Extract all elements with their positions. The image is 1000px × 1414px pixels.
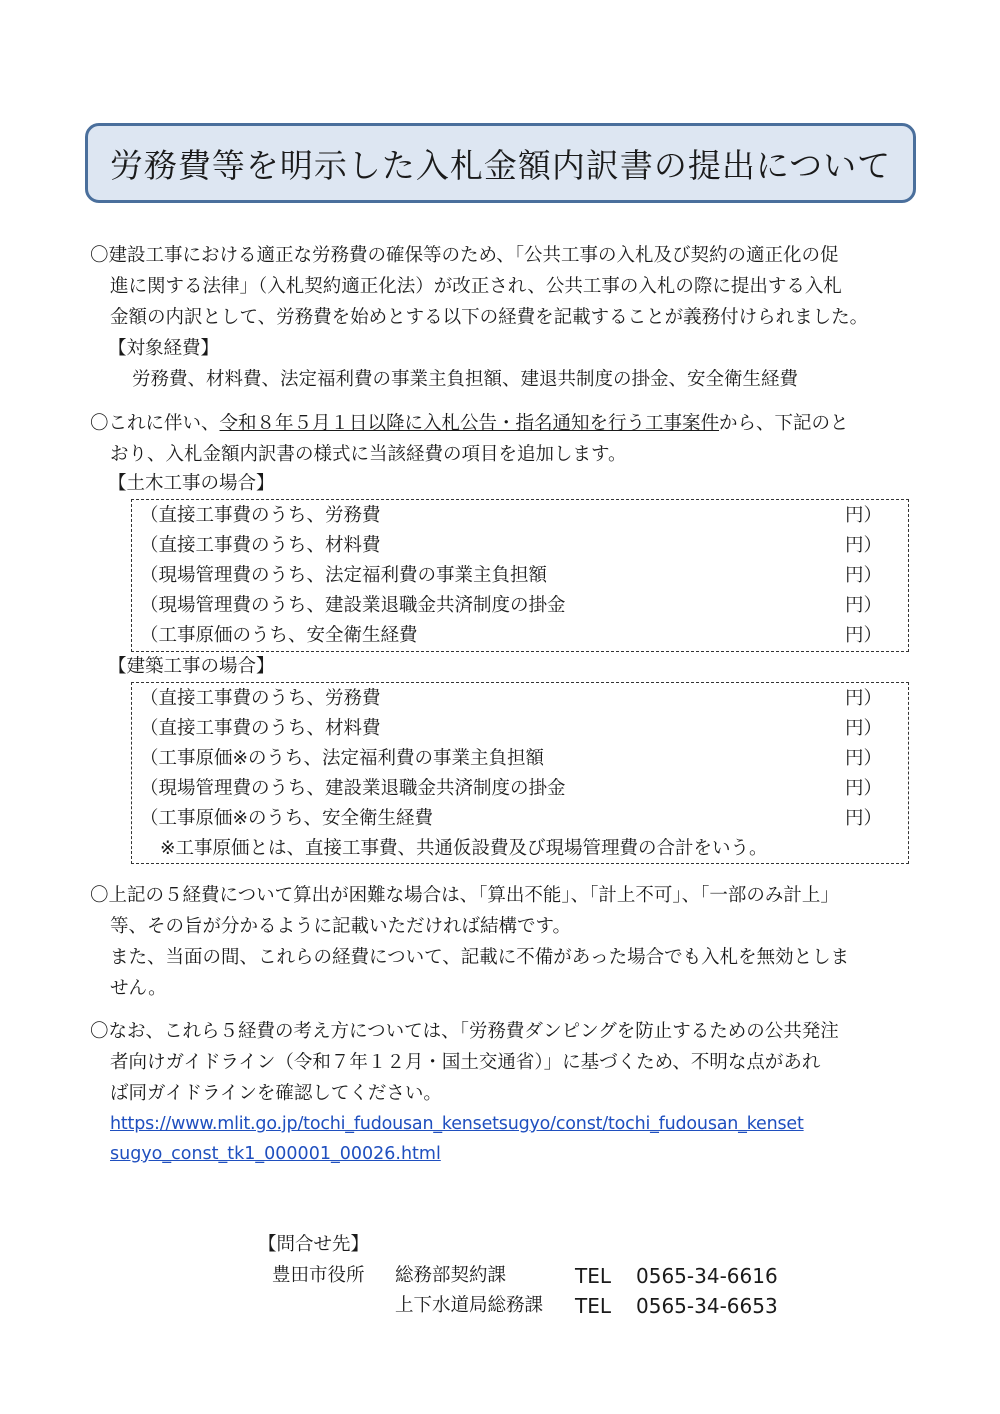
- civil-unit-5: 円）: [845, 625, 883, 646]
- para4-line-1: 〇なお、これら５経費の考え方については、「労務費ダンピングを防止するための公共発注: [90, 1021, 839, 1042]
- para2-line-2: おり、入札金額内訳書の様式に当該経費の項目を追加します。: [110, 444, 627, 465]
- building-unit-5: 円）: [845, 808, 883, 829]
- para1-line-2: 進に関する法律」（入札契約適正化法）が改正され、公共工事の入札の際に提出する入札: [110, 276, 842, 297]
- para3-line-1: 〇上記の５経費について算出が困難な場合は、「算出不能」、「計上不可」、「一部のみ計上」: [90, 885, 839, 906]
- guideline-link-line-2[interactable]: sugyo_const_tk1_000001_00026.html: [110, 1144, 441, 1164]
- para2-suffix: から、下記のと: [719, 413, 849, 434]
- civil-row-3: （現場管理費のうち、法定福利費の事業主負担額: [140, 565, 548, 586]
- para2-underlined-text: 令和８年５月１日以降に入札公告・指名通知を行う工事案件: [219, 413, 720, 434]
- contact-tel-1: 0565-34-6616: [636, 1264, 778, 1288]
- contact-tel-2: 0565-34-6653: [636, 1294, 778, 1318]
- building-note: ※工事原価とは、直接工事費、共通仮設費及び現場管理費の合計をいう。: [160, 838, 768, 859]
- building-unit-4: 円）: [845, 778, 883, 799]
- target-costs-heading: 【対象経費】: [108, 338, 220, 359]
- contact-org: 豊田市役所: [272, 1265, 365, 1286]
- civil-row-5: （工事原価のうち、安全衛生経費: [140, 625, 418, 646]
- contact-tel-label-1: TEL: [575, 1264, 611, 1288]
- building-unit-2: 円）: [845, 718, 883, 739]
- page-title: 労務費等を明示した入札金額内訳書の提出について: [109, 145, 892, 185]
- civil-heading: 【土木工事の場合】: [108, 473, 275, 494]
- target-costs-list: 労務費、材料費、法定福利費の事業主負担額、建退共制度の掛金、安全衛生経費: [132, 369, 799, 390]
- building-unit-3: 円）: [845, 748, 883, 769]
- para4-line-2: 者向けガイドライン（令和７年１２月・国土交通省）」に基づくため、不明な点があれ: [110, 1052, 821, 1073]
- para3-line-3: また、当面の間、これらの経費について、記載に不備があった場合でも入札を無効としま: [110, 947, 850, 968]
- civil-row-4: （現場管理費のうち、建設業退職金共済制度の掛金: [140, 595, 566, 616]
- para3-line-2: 等、その旨が分かるように記載いただければ結構です。: [110, 916, 572, 937]
- contact-dept-1: 総務部契約課: [395, 1265, 507, 1286]
- civil-unit-2: 円）: [845, 535, 883, 556]
- civil-unit-3: 円）: [845, 565, 883, 586]
- civil-unit-4: 円）: [845, 595, 883, 616]
- contact-tel-label-2: TEL: [575, 1294, 611, 1318]
- contact-heading: 【問合せ先】: [258, 1234, 370, 1255]
- civil-row-1: （直接工事費のうち、労務費: [140, 505, 381, 526]
- civil-row-2: （直接工事費のうち、材料費: [140, 535, 381, 556]
- building-heading: 【建築工事の場合】: [108, 656, 275, 677]
- building-row-4: （現場管理費のうち、建設業退職金共済制度の掛金: [140, 778, 566, 799]
- para2-line-1: [90, 409, 849, 439]
- civil-unit-1: 円）: [845, 505, 883, 526]
- para1-line-3: 金額の内訳として、労務費を始めとする以下の経費を記載することが義務付けられました。: [110, 307, 869, 328]
- guideline-link-line-1[interactable]: https://www.mlit.go.jp/tochi_fudousan_kensetsugyo/const/tochi_fudousan_kenset: [110, 1114, 804, 1134]
- building-unit-1: 円）: [845, 688, 883, 709]
- para4-line-3: ば同ガイドラインを確認してください。: [110, 1083, 442, 1104]
- building-row-1: （直接工事費のうち、労務費: [140, 688, 381, 709]
- title-box: [85, 123, 916, 203]
- para2-prefix: 〇これに伴い、: [90, 413, 220, 434]
- contact-dept-2: 上下水道局総務課: [395, 1295, 544, 1316]
- para3-line-4: せん。: [110, 978, 167, 999]
- para1-line-1: 〇建設工事における適正な労務費の確保等のため、「公共工事の入札及び契約の適正化の促: [90, 245, 839, 266]
- building-row-5: （工事原価※のうち、安全衛生経費: [140, 808, 434, 829]
- building-row-3: （工事原価※のうち、法定福利費の事業主負担額: [140, 748, 545, 769]
- building-row-2: （直接工事費のうち、材料費: [140, 718, 381, 739]
